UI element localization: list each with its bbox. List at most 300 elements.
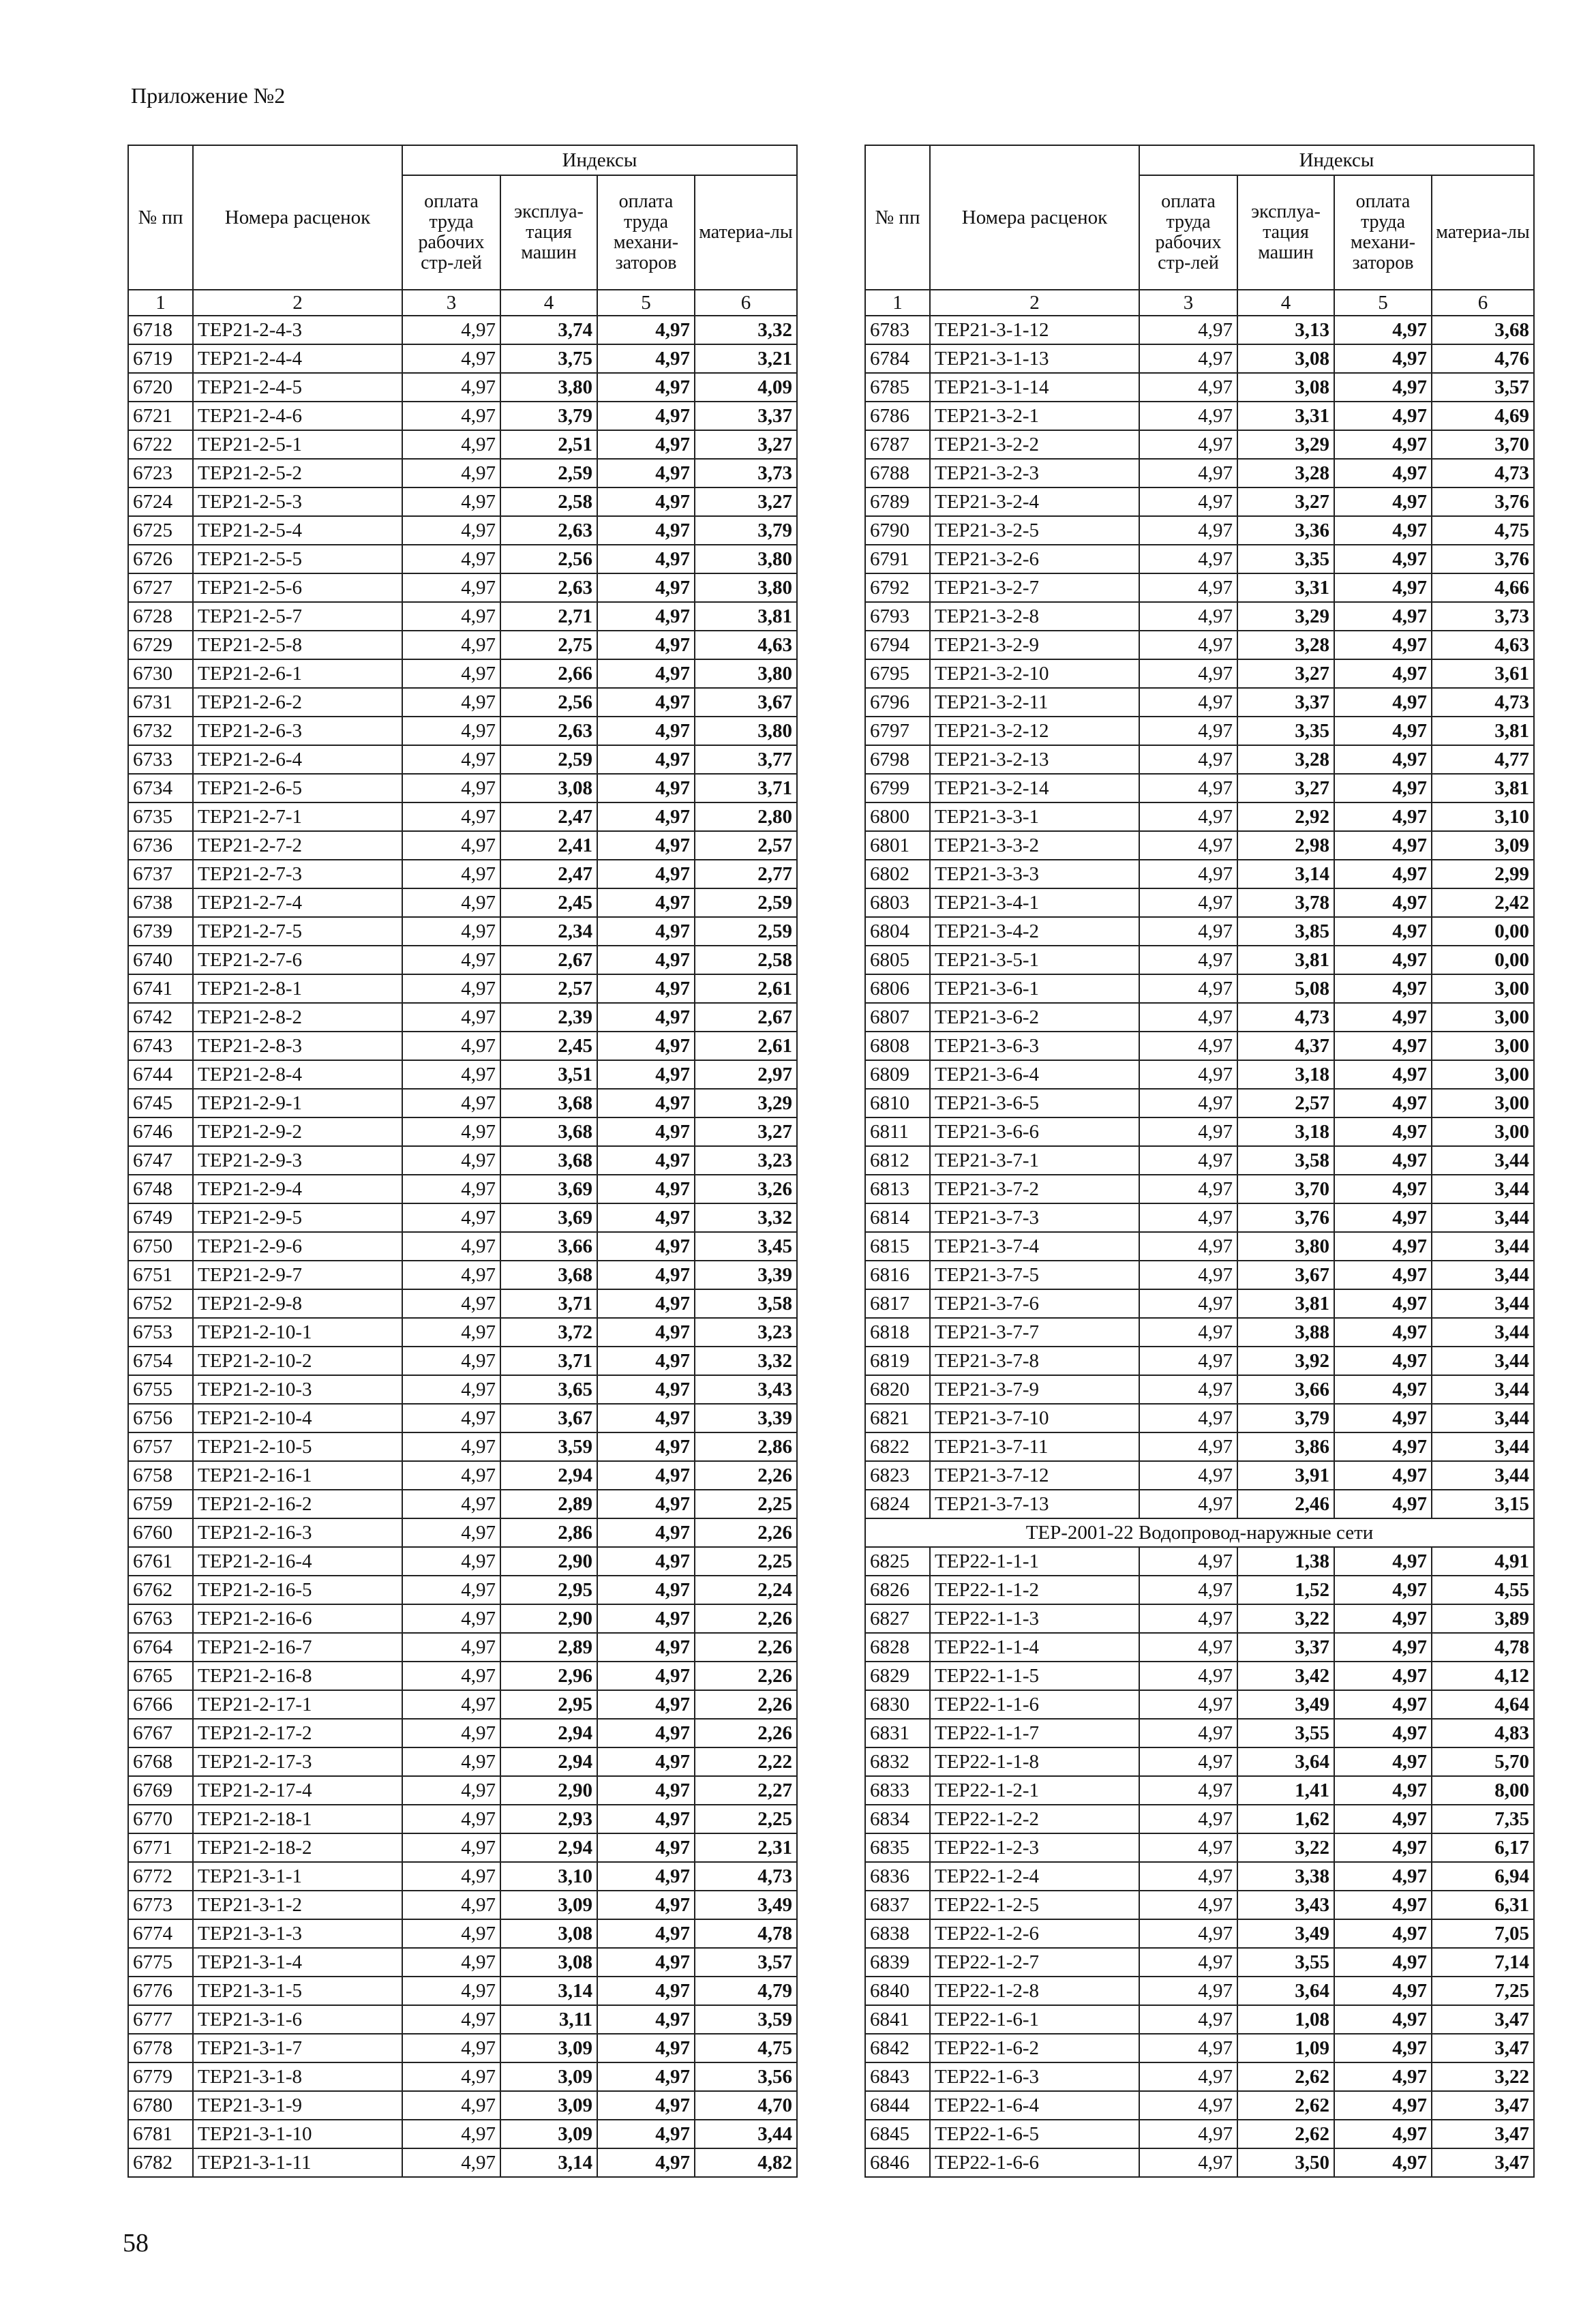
machines-index: 3,50 <box>1237 2148 1334 2177</box>
left-rates-table <box>127 145 798 2178</box>
machines-index: 2,45 <box>500 1032 597 1060</box>
rate-code: ТЕР22-1-2-1 <box>930 1776 1139 1805</box>
labor-index: 4,97 <box>1139 1060 1237 1089</box>
rate-code: ТЕР21-2-10-3 <box>193 1375 402 1404</box>
rate-code: ТЕР22-1-1-3 <box>930 1604 1139 1633</box>
table-row <box>865 631 1534 659</box>
row-number: 6752 <box>128 1289 193 1318</box>
rate-code: ТЕР21-3-6-4 <box>930 1060 1139 1089</box>
materials-index: 3,27 <box>695 487 797 516</box>
mech-index: 4,97 <box>597 946 695 974</box>
table-row <box>128 1891 797 1919</box>
table-row <box>865 974 1534 1003</box>
machines-index: 3,68 <box>500 1146 597 1175</box>
rate-code: ТЕР21-2-6-2 <box>193 688 402 717</box>
materials-index: 3,09 <box>1432 831 1534 860</box>
table-row <box>128 1977 797 2005</box>
table-row <box>128 917 797 946</box>
rate-code: ТЕР22-1-1-2 <box>930 1576 1139 1604</box>
col-number-2: 2 <box>193 290 402 316</box>
table-row <box>128 745 797 774</box>
table-row <box>865 1146 1534 1175</box>
labor-index: 4,97 <box>1139 1404 1237 1432</box>
table-row <box>128 1232 797 1261</box>
machines-index: 3,68 <box>500 1117 597 1146</box>
machines-index: 3,09 <box>500 2034 597 2062</box>
mech-index: 4,97 <box>597 344 695 373</box>
machines-index: 2,62 <box>1237 2062 1334 2091</box>
table-row <box>128 344 797 373</box>
rate-code: ТЕР21-3-4-2 <box>930 917 1139 946</box>
col-machines-header: эксплуа-тация машин <box>500 175 597 290</box>
mech-index: 4,97 <box>1334 1003 1432 1032</box>
rate-code: ТЕР21-2-16-8 <box>193 1662 402 1690</box>
table-row <box>865 917 1534 946</box>
mech-index: 4,97 <box>1334 1060 1432 1089</box>
table-header <box>865 145 1534 316</box>
rate-code: ТЕР21-3-1-2 <box>193 1891 402 1919</box>
materials-index: 3,44 <box>1432 1347 1534 1375</box>
rate-code: ТЕР21-2-4-4 <box>193 344 402 373</box>
labor-index: 4,97 <box>402 946 500 974</box>
row-number: 6779 <box>128 2062 193 2091</box>
table-row <box>128 1461 797 1490</box>
row-number: 6842 <box>865 2034 930 2062</box>
materials-index: 3,68 <box>1432 316 1534 344</box>
row-number: 6829 <box>865 1662 930 1690</box>
labor-index: 4,97 <box>1139 1662 1237 1690</box>
col-number-3: 3 <box>402 290 500 316</box>
machines-index: 3,67 <box>500 1404 597 1432</box>
labor-index: 4,97 <box>402 1518 500 1547</box>
rate-code: ТЕР21-3-1-14 <box>930 373 1139 402</box>
machines-index: 3,09 <box>500 2120 597 2148</box>
materials-index: 3,39 <box>695 1404 797 1432</box>
labor-index: 4,97 <box>1139 573 1237 602</box>
labor-index: 4,97 <box>1139 888 1237 917</box>
rate-code: ТЕР21-3-1-13 <box>930 344 1139 373</box>
col-number-5: 5 <box>597 290 695 316</box>
row-number: 6813 <box>865 1175 930 1203</box>
machines-index: 2,94 <box>500 1747 597 1776</box>
labor-index: 4,97 <box>1139 316 1237 344</box>
machines-index: 3,64 <box>1237 1977 1334 2005</box>
rate-code: ТЕР21-3-6-3 <box>930 1032 1139 1060</box>
rate-code: ТЕР21-3-3-3 <box>930 860 1139 888</box>
machines-index: 3,18 <box>1237 1060 1334 1089</box>
rate-code: ТЕР21-2-18-1 <box>193 1805 402 1833</box>
mech-index: 4,97 <box>597 1289 695 1318</box>
table-row <box>865 402 1534 430</box>
row-number: 6735 <box>128 802 193 831</box>
table-row <box>865 1490 1534 1518</box>
labor-index: 4,97 <box>1139 459 1237 487</box>
labor-index: 4,97 <box>1139 659 1237 688</box>
labor-index: 4,97 <box>1139 1347 1237 1375</box>
table-row <box>128 2120 797 2148</box>
materials-index: 2,97 <box>695 1060 797 1089</box>
rate-code: ТЕР22-1-1-4 <box>930 1633 1139 1662</box>
col-labor-header: оплата труда рабочих стр-лей <box>402 175 500 290</box>
rate-code: ТЕР21-3-2-12 <box>930 717 1139 745</box>
labor-index: 4,97 <box>402 1289 500 1318</box>
mech-index: 4,97 <box>1334 1261 1432 1289</box>
row-number: 6775 <box>128 1948 193 1977</box>
mech-index: 4,97 <box>597 1833 695 1862</box>
table-row <box>128 1003 797 1032</box>
mech-index: 4,97 <box>1334 1547 1432 1576</box>
mech-index: 4,97 <box>1334 717 1432 745</box>
row-number: 6741 <box>128 974 193 1003</box>
machines-index: 3,08 <box>500 1948 597 1977</box>
machines-index: 2,95 <box>500 1690 597 1719</box>
mech-index: 4,97 <box>1334 1089 1432 1117</box>
mech-index: 4,97 <box>597 1318 695 1347</box>
labor-index: 4,97 <box>402 1146 500 1175</box>
row-number: 6766 <box>128 1690 193 1719</box>
mech-index: 4,97 <box>597 631 695 659</box>
materials-index: 6,94 <box>1432 1862 1534 1891</box>
mech-index: 4,97 <box>1334 1461 1432 1490</box>
table-row <box>128 946 797 974</box>
machines-index: 3,88 <box>1237 1318 1334 1347</box>
rate-code: ТЕР22-1-2-4 <box>930 1862 1139 1891</box>
table-row <box>128 2005 797 2034</box>
machines-index: 3,76 <box>1237 1203 1334 1232</box>
materials-index: 3,10 <box>1432 802 1534 831</box>
rate-code: ТЕР21-3-6-1 <box>930 974 1139 1003</box>
materials-index: 3,23 <box>695 1318 797 1347</box>
mech-index: 4,97 <box>1334 1117 1432 1146</box>
materials-index: 3,47 <box>1432 2005 1534 2034</box>
table-row <box>128 860 797 888</box>
table-row <box>128 316 797 344</box>
rate-code: ТЕР21-3-2-5 <box>930 516 1139 545</box>
mech-index: 4,97 <box>597 1375 695 1404</box>
table-row <box>128 1375 797 1404</box>
row-number: 6774 <box>128 1919 193 1948</box>
rate-code: ТЕР22-1-6-5 <box>930 2120 1139 2148</box>
labor-index: 4,97 <box>1139 717 1237 745</box>
materials-index: 3,47 <box>1432 2034 1534 2062</box>
mech-index: 4,97 <box>597 831 695 860</box>
labor-index: 4,97 <box>402 1490 500 1518</box>
labor-index: 4,97 <box>402 573 500 602</box>
labor-index: 4,97 <box>1139 631 1237 659</box>
machines-index: 3,11 <box>500 2005 597 2034</box>
row-number: 6815 <box>865 1232 930 1261</box>
materials-index: 4,78 <box>1432 1633 1534 1662</box>
col-no-header: № пп <box>128 145 193 290</box>
labor-index: 4,97 <box>402 1232 500 1261</box>
mech-index: 4,97 <box>597 1747 695 1776</box>
mech-index: 4,97 <box>1334 688 1432 717</box>
table-row <box>128 1547 797 1576</box>
mech-index: 4,97 <box>597 860 695 888</box>
rate-code: ТЕР21-3-4-1 <box>930 888 1139 917</box>
machines-index: 3,14 <box>1237 860 1334 888</box>
section-title: ТЕР-2001-22 Водопровод-наружные сети <box>865 1518 1534 1547</box>
labor-index: 4,97 <box>1139 1203 1237 1232</box>
row-number: 6824 <box>865 1490 930 1518</box>
materials-index: 2,26 <box>695 1518 797 1547</box>
rate-code: ТЕР21-2-16-1 <box>193 1461 402 1490</box>
table-row <box>865 888 1534 917</box>
table-row <box>128 631 797 659</box>
section-row-group <box>865 1518 1534 1547</box>
mech-index: 4,97 <box>597 2034 695 2062</box>
labor-index: 4,97 <box>1139 1633 1237 1662</box>
materials-index: 3,67 <box>695 688 797 717</box>
materials-index: 3,80 <box>695 573 797 602</box>
machines-index: 3,69 <box>500 1203 597 1232</box>
rate-code: ТЕР21-2-5-3 <box>193 487 402 516</box>
mech-index: 4,97 <box>597 1977 695 2005</box>
materials-index: 2,25 <box>695 1805 797 1833</box>
col-number-4: 4 <box>500 290 597 316</box>
mech-index: 4,97 <box>597 1547 695 1576</box>
mech-index: 4,97 <box>597 430 695 459</box>
materials-index: 3,00 <box>1432 1060 1534 1089</box>
mech-index: 4,97 <box>1334 1432 1432 1461</box>
labor-index: 4,97 <box>1139 1547 1237 1576</box>
materials-index: 3,58 <box>695 1289 797 1318</box>
rate-code: ТЕР21-2-9-8 <box>193 1289 402 1318</box>
rate-code: ТЕР21-2-5-1 <box>193 430 402 459</box>
row-number: 6740 <box>128 946 193 974</box>
machines-index: 3,31 <box>1237 402 1334 430</box>
table-row <box>128 1919 797 1948</box>
machines-index: 3,79 <box>1237 1404 1334 1432</box>
materials-index: 3,73 <box>695 459 797 487</box>
col-materials-header: материа-лы <box>695 175 797 290</box>
labor-index: 4,97 <box>402 1347 500 1375</box>
machines-index: 3,75 <box>500 344 597 373</box>
machines-index: 3,14 <box>500 1977 597 2005</box>
mech-index: 4,97 <box>597 1060 695 1089</box>
labor-index: 4,97 <box>402 1633 500 1662</box>
left-table-body <box>128 316 797 2177</box>
labor-index: 4,97 <box>402 745 500 774</box>
col-materials-header: материа-лы <box>1432 175 1534 290</box>
table-row <box>865 1977 1534 2005</box>
materials-index: 2,26 <box>695 1719 797 1747</box>
table-row <box>128 774 797 802</box>
rate-code: ТЕР21-3-2-13 <box>930 745 1139 774</box>
table-row <box>865 430 1534 459</box>
row-number: 6746 <box>128 1117 193 1146</box>
mech-index: 4,97 <box>1334 459 1432 487</box>
col-mech-header: оплата труда механи-заторов <box>1334 175 1432 290</box>
row-number: 6812 <box>865 1146 930 1175</box>
rate-code: ТЕР21-2-8-1 <box>193 974 402 1003</box>
rate-code: ТЕР21-3-2-7 <box>930 573 1139 602</box>
labor-index: 4,97 <box>402 1747 500 1776</box>
mech-index: 4,97 <box>1334 344 1432 373</box>
labor-index: 4,97 <box>402 831 500 860</box>
table-row <box>128 1604 797 1633</box>
table-row <box>128 1347 797 1375</box>
machines-index: 2,62 <box>1237 2091 1334 2120</box>
materials-index: 3,45 <box>695 1232 797 1261</box>
mech-index: 4,97 <box>597 659 695 688</box>
mech-index: 4,97 <box>1334 774 1432 802</box>
machines-index: 3,49 <box>1237 1690 1334 1719</box>
materials-index: 3,00 <box>1432 1003 1534 1032</box>
machines-index: 2,90 <box>500 1547 597 1576</box>
rate-code: ТЕР21-3-6-6 <box>930 1117 1139 1146</box>
materials-index: 3,44 <box>1432 1461 1534 1490</box>
row-number: 6836 <box>865 1862 930 1891</box>
table-row <box>865 1203 1534 1232</box>
table-row <box>128 1662 797 1690</box>
labor-index: 4,97 <box>402 717 500 745</box>
mech-index: 4,97 <box>1334 516 1432 545</box>
mech-index: 4,97 <box>1334 1690 1432 1719</box>
mech-index: 4,97 <box>597 316 695 344</box>
machines-index: 3,27 <box>1237 659 1334 688</box>
materials-index: 2,57 <box>695 831 797 860</box>
table-row <box>128 430 797 459</box>
table-row <box>865 1232 1534 1261</box>
row-number: 6776 <box>128 1977 193 2005</box>
machines-index: 2,34 <box>500 917 597 946</box>
materials-index: 2,59 <box>695 917 797 946</box>
table-row <box>128 802 797 831</box>
materials-index: 4,12 <box>1432 1662 1534 1690</box>
row-number: 6817 <box>865 1289 930 1318</box>
materials-index: 2,61 <box>695 974 797 1003</box>
machines-index: 2,47 <box>500 860 597 888</box>
table-row <box>128 974 797 1003</box>
row-number: 6738 <box>128 888 193 917</box>
row-number: 6831 <box>865 1719 930 1747</box>
table-row <box>128 573 797 602</box>
mech-index: 4,97 <box>1334 373 1432 402</box>
labor-index: 4,97 <box>402 1089 500 1117</box>
machines-index: 2,94 <box>500 1833 597 1862</box>
table-row <box>865 316 1534 344</box>
materials-index: 3,47 <box>1432 2148 1534 2177</box>
rate-code: ТЕР21-3-6-2 <box>930 1003 1139 1032</box>
row-number: 6823 <box>865 1461 930 1490</box>
rate-code: ТЕР21-3-2-6 <box>930 545 1139 573</box>
table-row <box>865 1747 1534 1776</box>
machines-index: 2,90 <box>500 1776 597 1805</box>
machines-index: 3,67 <box>1237 1261 1334 1289</box>
row-number: 6787 <box>865 430 930 459</box>
row-number: 6751 <box>128 1261 193 1289</box>
rate-code: ТЕР21-3-7-6 <box>930 1289 1139 1318</box>
materials-index: 4,78 <box>695 1919 797 1948</box>
machines-index: 2,59 <box>500 459 597 487</box>
row-number: 6725 <box>128 516 193 545</box>
row-number: 6827 <box>865 1604 930 1633</box>
rate-code: ТЕР21-3-7-12 <box>930 1461 1139 1490</box>
rate-code: ТЕР21-2-7-3 <box>193 860 402 888</box>
labor-index: 4,97 <box>1139 602 1237 631</box>
labor-index: 4,97 <box>1139 545 1237 573</box>
labor-index: 4,97 <box>1139 1175 1237 1203</box>
row-number: 6763 <box>128 1604 193 1633</box>
machines-index: 3,66 <box>500 1232 597 1261</box>
mech-index: 4,97 <box>1334 1891 1432 1919</box>
row-number: 6739 <box>128 917 193 946</box>
mech-index: 4,97 <box>597 1261 695 1289</box>
materials-index: 2,61 <box>695 1032 797 1060</box>
labor-index: 4,97 <box>402 1662 500 1690</box>
row-number: 6793 <box>865 602 930 631</box>
materials-index: 3,44 <box>1432 1261 1534 1289</box>
rate-code: ТЕР21-2-5-8 <box>193 631 402 659</box>
machines-index: 3,64 <box>1237 1747 1334 1776</box>
row-number: 6838 <box>865 1919 930 1948</box>
labor-index: 4,97 <box>402 1203 500 1232</box>
row-number: 6778 <box>128 2034 193 2062</box>
rate-code: ТЕР22-1-2-8 <box>930 1977 1139 2005</box>
rate-code: ТЕР22-1-2-2 <box>930 1805 1139 1833</box>
mech-index: 4,97 <box>1334 402 1432 430</box>
rate-code: ТЕР21-2-18-2 <box>193 1833 402 1862</box>
indices-group-header: Индексы <box>1139 145 1534 175</box>
table-row <box>128 2034 797 2062</box>
rate-code: ТЕР21-3-7-4 <box>930 1232 1139 1261</box>
labor-index: 4,97 <box>402 1604 500 1633</box>
mech-index: 4,97 <box>1334 946 1432 974</box>
rate-code: ТЕР21-3-2-10 <box>930 659 1139 688</box>
rate-code: ТЕР22-1-1-5 <box>930 1662 1139 1690</box>
row-number: 6807 <box>865 1003 930 1032</box>
rate-code: ТЕР21-2-16-5 <box>193 1576 402 1604</box>
mech-index: 4,97 <box>597 1576 695 1604</box>
machines-index: 3,55 <box>1237 1948 1334 1977</box>
row-number: 6768 <box>128 1747 193 1776</box>
table-row <box>865 1576 1534 1604</box>
machines-index: 3,27 <box>1237 774 1334 802</box>
rate-code: ТЕР21-2-16-3 <box>193 1518 402 1547</box>
labor-index: 4,97 <box>1139 2062 1237 2091</box>
materials-index: 4,63 <box>1432 631 1534 659</box>
table-row <box>865 774 1534 802</box>
table-row <box>865 1375 1534 1404</box>
machines-index: 2,86 <box>500 1518 597 1547</box>
rate-code: ТЕР21-3-1-10 <box>193 2120 402 2148</box>
table-row <box>128 1805 797 1833</box>
materials-index: 3,00 <box>1432 1089 1534 1117</box>
row-number: 6765 <box>128 1662 193 1690</box>
table-row <box>128 1633 797 1662</box>
table-row <box>128 717 797 745</box>
col-labor-header: оплата труда рабочих стр-лей <box>1139 175 1237 290</box>
materials-index: 5,70 <box>1432 1747 1534 1776</box>
rate-code: ТЕР21-2-9-6 <box>193 1232 402 1261</box>
table-row <box>865 1318 1534 1347</box>
rate-code: ТЕР21-2-7-5 <box>193 917 402 946</box>
machines-index: 3,65 <box>500 1375 597 1404</box>
rate-code: ТЕР22-1-1-8 <box>930 1747 1139 1776</box>
labor-index: 4,97 <box>402 602 500 631</box>
machines-index: 3,29 <box>1237 430 1334 459</box>
row-number: 6734 <box>128 774 193 802</box>
labor-index: 4,97 <box>402 1919 500 1948</box>
col-number-1: 1 <box>865 290 930 316</box>
machines-index: 3,08 <box>1237 344 1334 373</box>
row-number: 6826 <box>865 1576 930 1604</box>
table-row <box>865 1776 1534 1805</box>
materials-index: 3,44 <box>1432 1432 1534 1461</box>
machines-index: 3,91 <box>1237 1461 1334 1490</box>
machines-index: 3,81 <box>1237 946 1334 974</box>
